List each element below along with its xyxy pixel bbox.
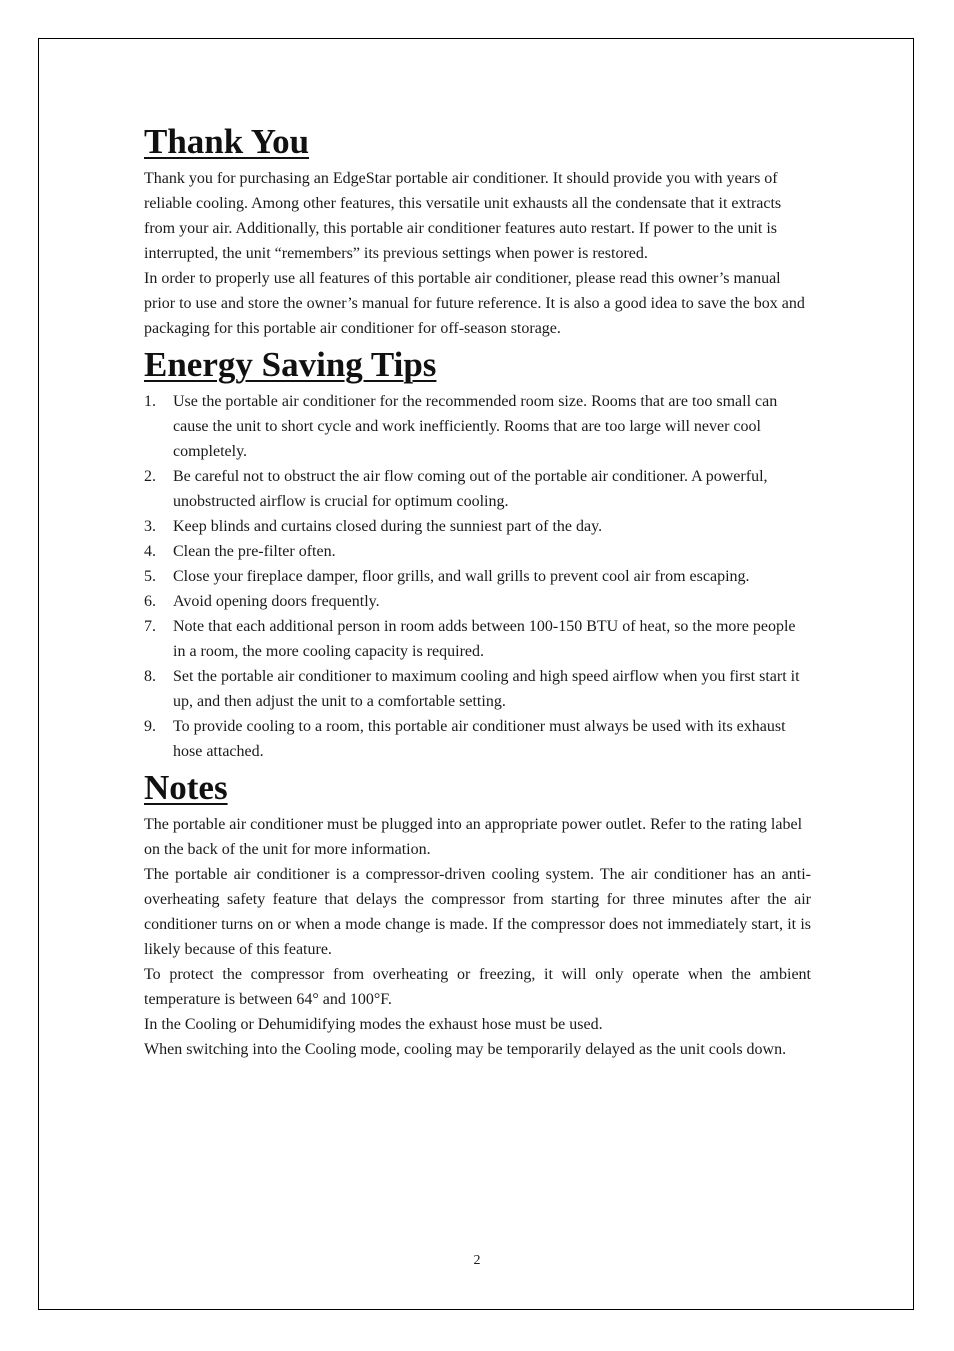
list-item-text: Note that each additional person in room adds between 100-150 BTU of heat, so the more people in a room, the more cooling capacity is required. xyxy=(173,618,796,660)
list-item-text: To provide cooling to a room, this portable air conditioner must always be used with its exhaust hose attached. xyxy=(173,718,786,760)
list-item xyxy=(144,564,811,589)
list-item-text: Close your fireplace damper, floor grills, and wall grills to prevent cool air from escaping. xyxy=(173,568,750,585)
thank-you-section xyxy=(144,118,811,341)
list-item xyxy=(144,389,811,464)
list-item-number: 2. xyxy=(144,468,156,485)
notes-section xyxy=(144,764,811,1062)
page-content xyxy=(144,118,811,1062)
notes-paragraph: The portable air conditioner must be plugged into an appropriate power outlet. Refer to the rating label on the back of the unit for more information. xyxy=(144,816,803,858)
thank-you-heading: Thank You xyxy=(144,122,310,161)
energy-saving-tips-heading: Energy Saving Tips xyxy=(144,345,437,384)
thank-you-paragraph: In order to properly use all features of this portable air conditioner, please read this owner’s manual prior to use and store the owner’s manual for future reference. It is also a good idea to save the box and packaging for this portable air conditioner for off-season storage. xyxy=(144,270,805,337)
list-item xyxy=(144,664,811,714)
list-item-text: Use the portable air conditioner for the recommended room size. Rooms that are too small can cause the unit to short cycle and work inefficiently. Rooms that are too large will never cool completely. xyxy=(173,393,778,460)
list-item-text: Set the portable air conditioner to maximum cooling and high speed airflow when you first start it up, and then adjust the unit to a comfortable setting. xyxy=(173,668,800,710)
notes-paragraph: In the Cooling or Dehumidifying modes the exhaust hose must be used. xyxy=(144,1016,603,1033)
list-item-text: Clean the pre-filter often. xyxy=(173,543,336,560)
notes-paragraph: The portable air conditioner is a compressor-driven cooling system. The air conditioner has an anti-overheating safety feature that delays the compressor from starting for three minutes after the air conditioner turns on or when a mode change is made. If the compressor does not immediately start, it is likely because of this feature. xyxy=(144,866,811,958)
list-item-number: 4. xyxy=(144,543,156,560)
list-item xyxy=(144,614,811,664)
list-item xyxy=(144,514,811,539)
list-item-number: 7. xyxy=(144,618,156,635)
list-item-text: Be careful not to obstruct the air flow coming out of the portable air conditioner. A powerful, unobstructed airflow is crucial for optimum cooling. xyxy=(173,468,768,510)
list-item-number: 6. xyxy=(144,593,156,610)
energy-saving-tips-section xyxy=(144,341,811,764)
notes-paragraph: To protect the compressor from overheating or freezing, it will only operate when the ambient temperature is between 64° and 100°F. xyxy=(144,966,811,1008)
list-item xyxy=(144,539,811,564)
list-item xyxy=(144,464,811,514)
notes-heading: Notes xyxy=(144,768,228,807)
list-item-number: 3. xyxy=(144,518,156,535)
notes-paragraph: When switching into the Cooling mode, cooling may be temporarily delayed as the unit cools down. xyxy=(144,1041,787,1058)
list-item-text: Avoid opening doors frequently. xyxy=(173,593,380,610)
list-item-number: 9. xyxy=(144,718,156,735)
page-number: 2 xyxy=(473,1253,481,1268)
list-item-number: 5. xyxy=(144,568,156,585)
list-item-number: 1. xyxy=(144,393,156,410)
list-item-text: Keep blinds and curtains closed during the sunniest part of the day. xyxy=(173,518,603,535)
list-item-number: 8. xyxy=(144,668,156,685)
list-item xyxy=(144,589,811,614)
list-item xyxy=(144,714,811,764)
energy-saving-tips-list xyxy=(144,389,811,764)
thank-you-paragraph: Thank you for purchasing an EdgeStar portable air conditioner. It should provide you with years of reliable cooling. Among other features, this versatile unit exhausts all the condensate that it extracts from your air. Additionally, this portable air conditioner features auto restart. If power to the unit is interrupted, the unit “remembers” its previous settings when power is restored. xyxy=(144,170,782,262)
